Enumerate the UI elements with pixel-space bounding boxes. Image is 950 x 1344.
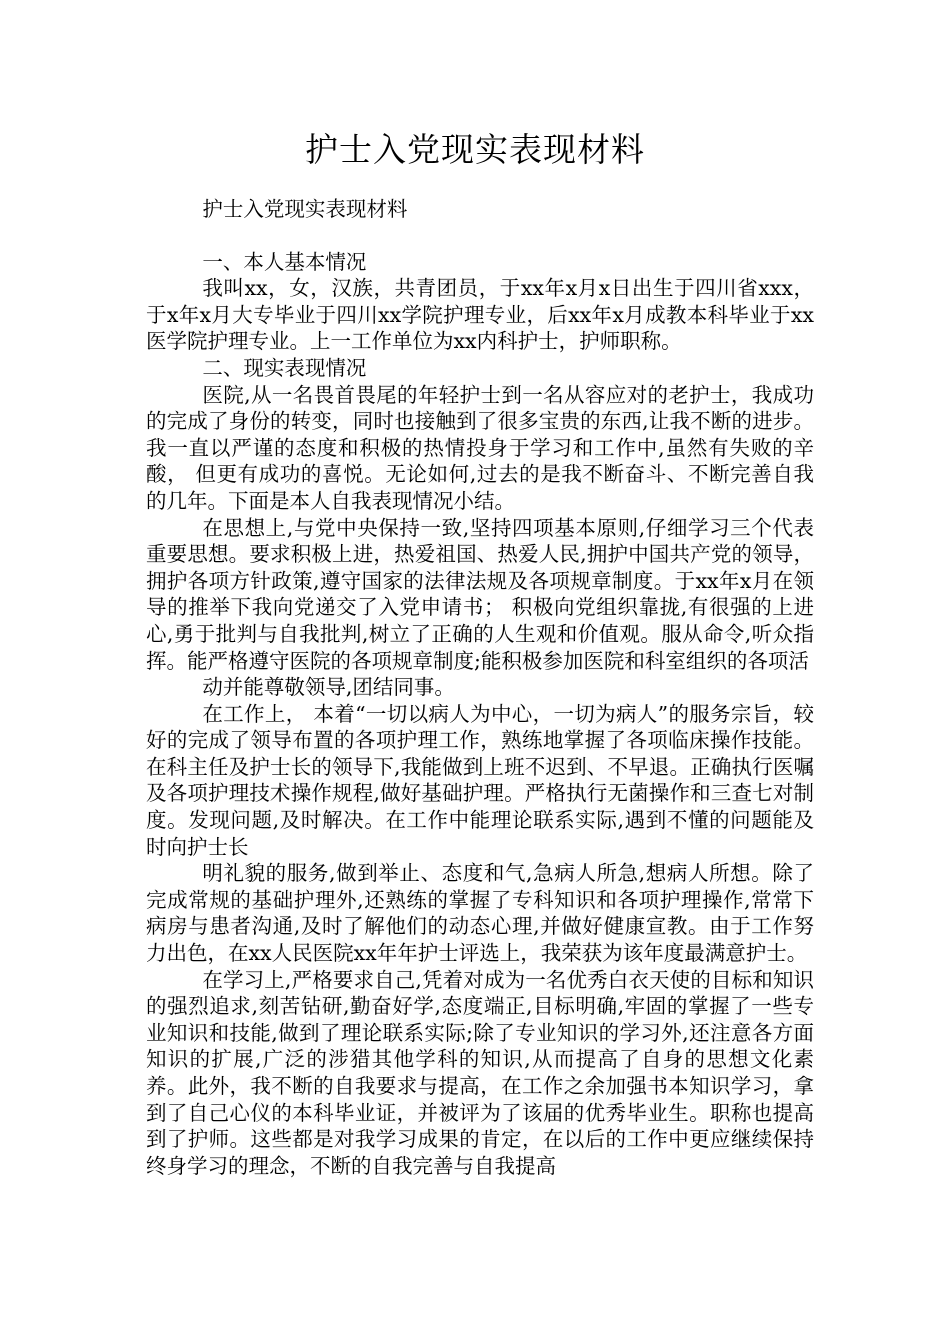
paragraph-intro: 医院,从一名畏首畏尾的年轻护士到一名从容应对的老护士，我成功的完成了身份的转变，同时也接触到了很多宝贵的东西,让我不断的进步。我一直以严谨的态度和积极的热情投身于学习和工作中,虽然有失败的辛酸， 但更有成功的喜悦。无论如何,过去的是我不断奋斗、不断完善自我的几年。下面是本人自我表现情况小结。: [146, 382, 814, 513]
section-heading-basic-info: 一、本人基本情况: [202, 249, 367, 274]
document-body: [146, 196, 814, 1179]
paragraph-ideology-continued: 动并能尊敬领导,团结同事。: [202, 675, 455, 700]
paragraph-work: 在工作上， 本着“一切以病人为中心，一切为病人”的服务宗旨，较好的完成了领导布置的各项护理工作，熟练地掌握了各项临床操作技能。在科主任及护士长的领导下,我能做到上班不迟到、不早退。正确执行医嘱及各项护理技术操作规程,做好基础护理。严格执行无菌操作和三查七对制度。发现问题,及时解决。在工作中能理论联系实际,遇到不懂的问题能及时向护士长: [146, 701, 814, 859]
document-subtitle: 护士入党现实表现材料: [202, 197, 408, 221]
section-heading-performance: 二、现实表现情况: [202, 355, 367, 380]
paragraph-ideology: 在思想上,与党中央保持一致,坚持四项基本原则,仔细学习三个代表重要思想。要求积极上进，热爱祖国、热爱人民,拥护中国共产党的领导，拥护各项方针政策,遵守国家的法律法规及各项规章制度。于xx年x月在领导的推举下我向党递交了入党申请书； 积极向党组织靠拢,有很强的上进心,勇于批判与自我批判,树立了正确的人生观和价值观。服从命令,听众指挥。能严格遵守医院的各项规章制度;能积极参加医院和科室组织的各项活: [146, 515, 814, 673]
paragraph-study: 在学习上,严格要求自己,凭着对成为一名优秀白衣天使的目标和知识的强烈追求,刻苦钻研,勤奋好学,态度端正,目标明确,牢固的掌握了一些专业知识和技能,做到了理论联系实际;除了专业知识的学习外,还注意各方面知识的扩展,广泛的涉猎其他学科的知识,从而提高了自身的思想文化素养。此外，我不断的自我要求与提高，在工作之余加强书本知识学习，拿到了自己心仪的本科毕业证，并被评为了该届的优秀毕业生。职称也提高到了护师。这些都是对我学习成果的肯定，在以后的工作中更应继续保持终身学习的理念，不断的自我完善与自我提高: [146, 967, 814, 1178]
document-title: 护士入党现实表现材料: [305, 130, 645, 169]
paragraph-service: 明礼貌的服务,做到举止、态度和气,急病人所急,想病人所想。除了完成常规的基础护理外,还熟练的掌握了专科知识和各项护理操作,常常下病房与患者沟通,及时了解他们的动态心理,并做好健康宣教。由于工作努力出色，在xx人民医院xx年年护士评选上，我荣获为该年度最满意护士。: [146, 861, 814, 966]
paragraph-basic-info: 我叫xx，女，汉族，共青团员，于xx年x月x日出生于四川省xxx，于x年x月大专毕业于四川xx学院护理专业，后xx年x月成教本科毕业于xx医学院护理专业。上一工作单位为xx内科护士，护师职称。: [146, 276, 814, 354]
